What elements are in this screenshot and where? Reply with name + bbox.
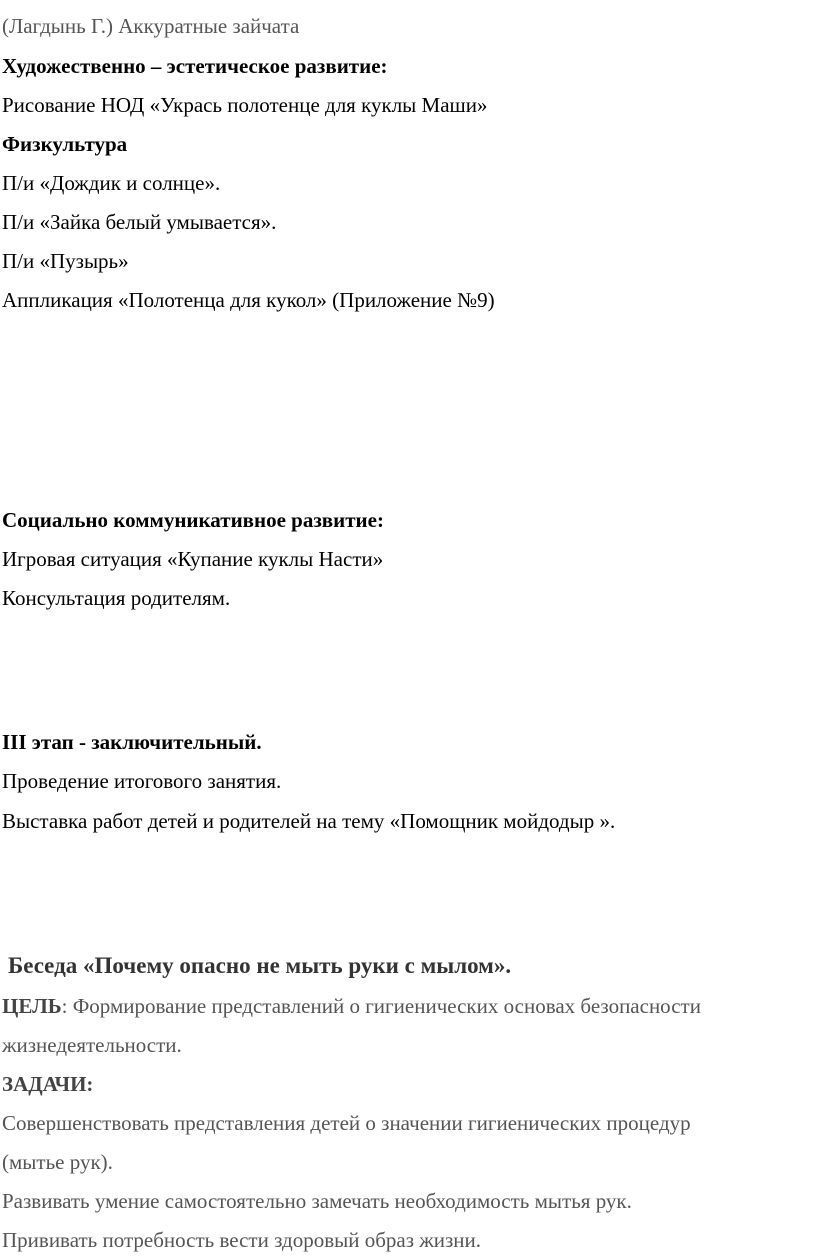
text-line: Рисование НОД «Укрась полотенце для куклы Маши» [2,93,488,117]
text-line: (Лагдынь Г.) Аккуратные зайчата [2,14,300,38]
list-item: Игровая ситуация «Купание куклы Насти» [2,547,384,571]
list-item: П/и «Дождик и солнце». [2,171,221,195]
list-item: П/и «Пузырь» [2,249,129,273]
task-item: (мытье рук). [2,1150,113,1174]
tasks-label: ЗАДАЧИ: [2,1072,94,1096]
task-item: Совершенствовать представления детей о значении гигиенических процедур [2,1111,691,1135]
goal-label: ЦЕЛЬ [2,994,62,1018]
list-item: Проведение итогового занятия. [2,769,282,793]
goal-text: : Формирование представлений о гигиенических основах безопасности [61,994,701,1018]
goal-text-continued: жизнедеятельности. [2,1033,182,1057]
text-line: Аппликация «Полотенца для кукол» (Приложение №9) [2,288,495,312]
section-heading: III этап - заключительный. [2,730,262,754]
list-item: Выставка работ детей и родителей на тему «Помощник мойдодыр ». [2,809,616,833]
goal-line [2,993,701,1019]
list-item: Консультация родителям. [2,586,231,610]
talk-title: Беседа «Почему опасно не мыть руки с мылом». [8,953,512,978]
section-heading: Художественно – эстетическое развитие: [2,54,388,78]
list-item: П/и «Зайка белый умывается». [2,210,277,234]
section-heading: Социально коммуникативное развитие: [2,508,384,532]
task-item: Развивать умение самостоятельно замечать необходимость мытья рук. [2,1189,632,1213]
task-item: Прививать потребность вести здоровый образ жизни. [2,1228,482,1252]
section-heading: Физкультура [2,132,128,156]
